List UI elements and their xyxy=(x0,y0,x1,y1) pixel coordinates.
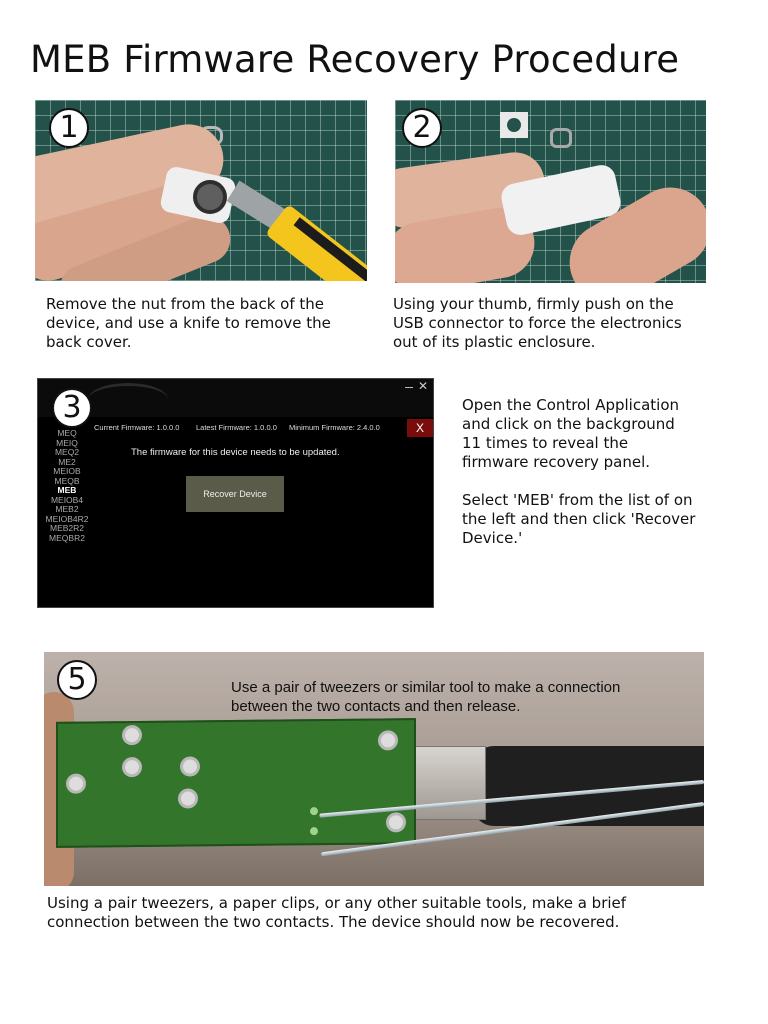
page-title: MEB Firmware Recovery Procedure xyxy=(30,38,680,81)
close-panel-button[interactable]: X xyxy=(407,419,433,437)
control-application-window xyxy=(37,378,434,608)
device-list-item[interactable]: MEB2R2 xyxy=(49,523,84,533)
step2-caption: Using your thumb, firmly push on the USB connector to force the electronics out of its plastic enclosure. xyxy=(393,295,682,351)
logo-mark xyxy=(88,383,168,416)
contact-pad-upper xyxy=(310,807,318,815)
recover-device-button[interactable]: Recover Device xyxy=(186,476,284,512)
step2-photo xyxy=(395,100,706,283)
solder-pad xyxy=(180,756,200,776)
device-list-item[interactable]: MEQ xyxy=(57,428,77,438)
step3-caption: Open the Control Application and click on the background 11 times to reveal the firmware recovery panel. Select 'MEB' from the list of on the left and then click 'Recover Device.' xyxy=(462,396,696,547)
device-list-item-selected[interactable]: MEB xyxy=(57,485,77,495)
solder-pad xyxy=(378,730,398,750)
step5-caption: Using a pair tweezers, a paper clips, or any other suitable tools, make a brief connection between the two contacts. The device should now be recovered. xyxy=(47,894,627,931)
device-list xyxy=(42,429,92,543)
device-list-item[interactable]: MEIOB xyxy=(53,466,81,476)
device-list-item[interactable]: ME2 xyxy=(58,456,76,467)
step3-badge: 3 xyxy=(52,388,92,428)
step5-overlay-instruction: Use a pair of tweezers or similar tool to make a connection between the two contacts and then release. xyxy=(231,679,621,715)
device-list-item[interactable]: MEQB xyxy=(54,475,80,486)
contact-pad-lower xyxy=(310,827,318,835)
step5-badge: 5 xyxy=(57,660,97,700)
solder-pad xyxy=(122,725,142,745)
minimize-icon[interactable] xyxy=(405,387,413,388)
latest-firmware-label: Latest Firmware: 1.0.0.0 xyxy=(196,423,277,432)
device-connector xyxy=(193,180,227,214)
close-icon[interactable]: ✕ xyxy=(418,379,429,393)
device-list-item[interactable]: MEQ2 xyxy=(54,447,80,457)
device-list-item[interactable]: MEIOB4R2 xyxy=(45,513,89,524)
step1-photo xyxy=(35,100,367,281)
step1-caption: Remove the nut from the back of the device, and use a knife to remove the back cover. xyxy=(46,295,331,351)
device-list-item[interactable]: MEB2 xyxy=(55,504,79,514)
step1-badge: 1 xyxy=(49,108,89,148)
circuit-board xyxy=(56,718,416,848)
solder-pad xyxy=(178,788,198,808)
device-list-item[interactable]: MEIQ xyxy=(56,437,78,448)
solder-pad xyxy=(386,812,406,832)
solder-pad xyxy=(122,757,142,777)
device-list-item[interactable]: MEIOB4 xyxy=(50,494,84,505)
device-list-item[interactable]: MEQBR2 xyxy=(49,532,85,543)
step5-photo xyxy=(44,652,704,886)
hex-nut xyxy=(550,128,572,148)
minimum-firmware-label: Minimum Firmware: 2.4.0.0 xyxy=(289,423,380,432)
usb-plug xyxy=(408,746,486,820)
step2-badge: 2 xyxy=(402,108,442,148)
washer-hole xyxy=(507,118,521,132)
solder-pad xyxy=(66,774,86,794)
current-firmware-label: Current Firmware: 1.0.0.0 xyxy=(94,423,180,432)
update-message: The firmware for this device needs to be updated. xyxy=(131,447,340,458)
